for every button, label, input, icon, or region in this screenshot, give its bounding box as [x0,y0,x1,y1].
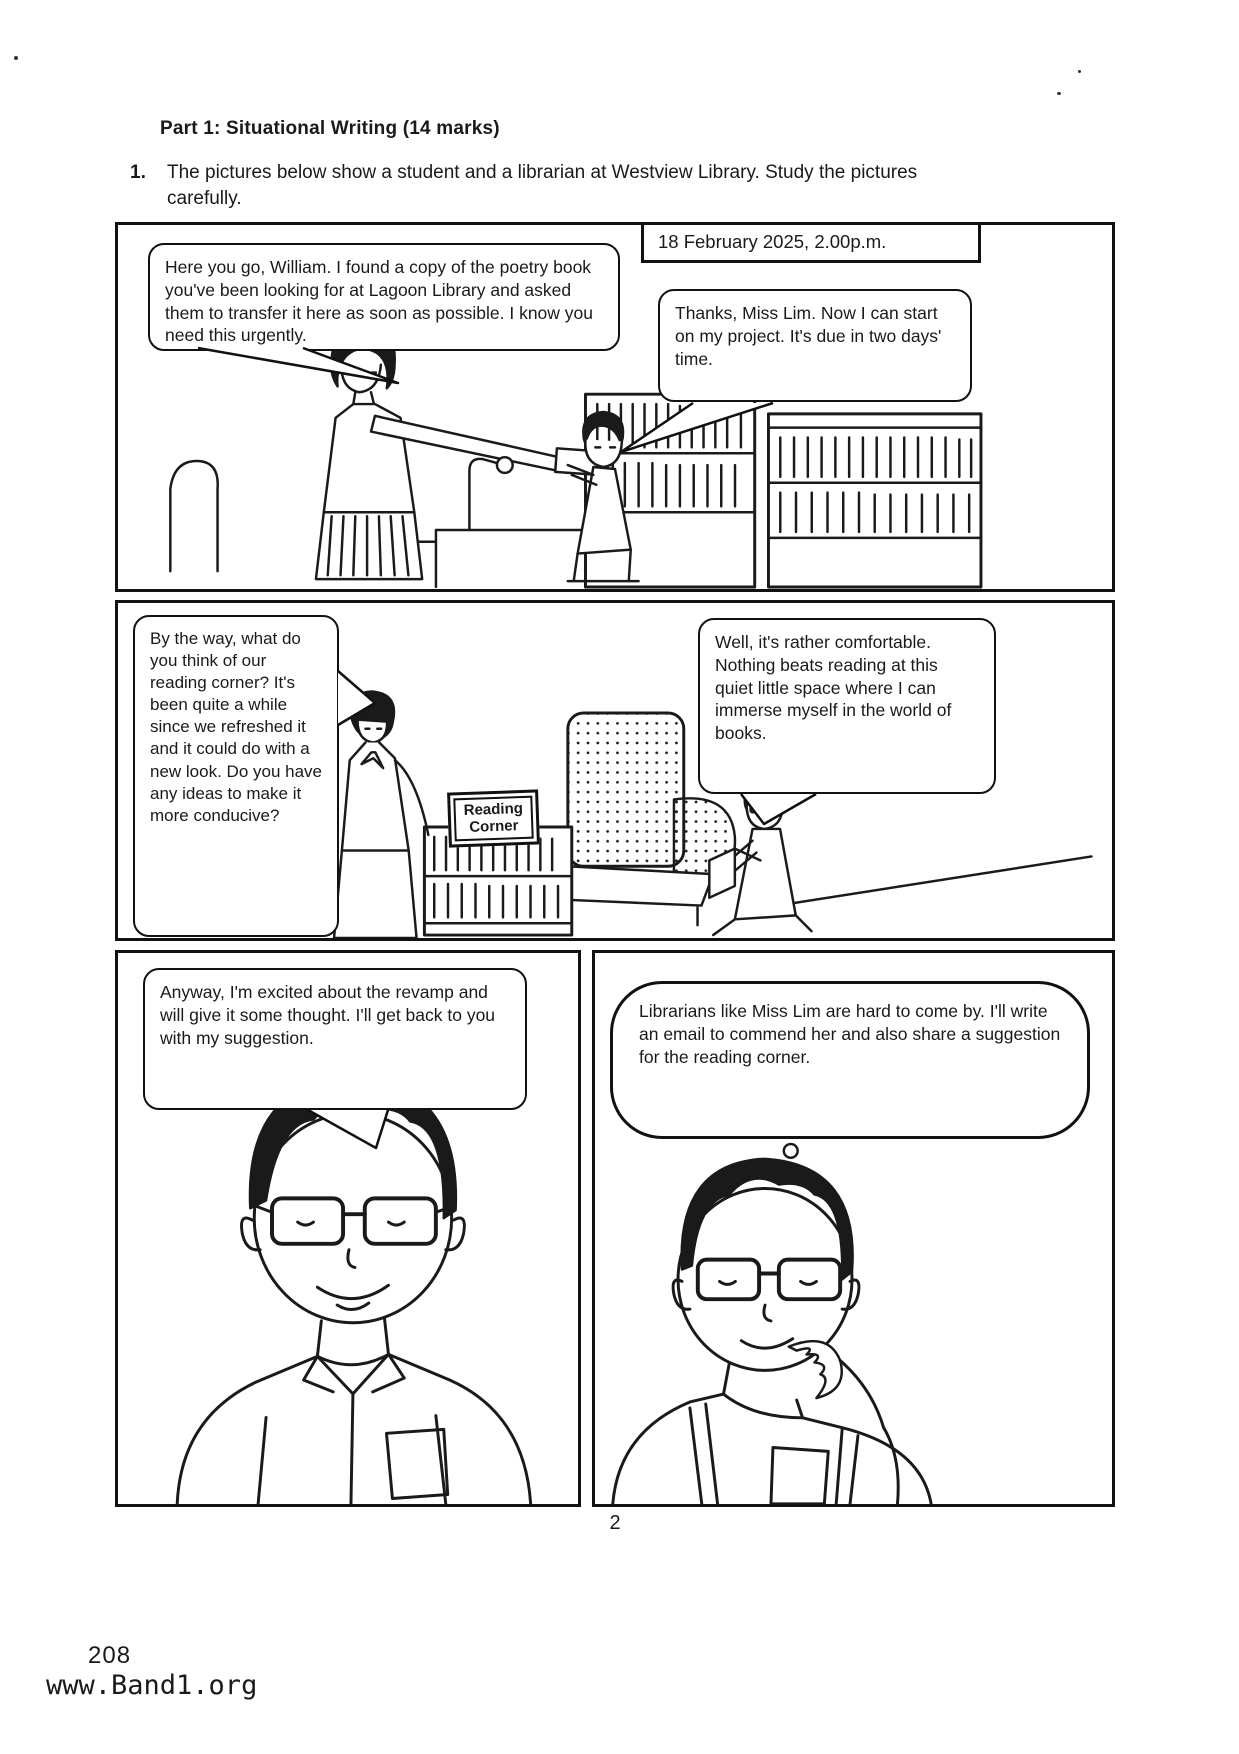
student-speech-bubble: Well, it's rather comfortable. Nothing beats reading at this quiet little space where I can immerse myself in the world of books. [698,618,996,794]
librarian-speech-bubble: Here you go, William. I found a copy of the poetry book you've been looking for at Lagoon Library and asked them to transfer it here as soon as possible. I know you need this urgently. [148,243,620,351]
student-speech-bubble: Anyway, I'm excited about the revamp and will give it some thought. I'll get back to you with my suggestion. [143,968,527,1110]
comic-panel-3 [115,950,581,1507]
desk-icon [418,457,585,587]
section-header: Part 1: Situational Writing (14 marks) [160,118,500,139]
scan-artifact [1078,70,1081,73]
hand-on-chin-icon [789,1341,842,1398]
scan-artifact [1057,92,1061,95]
comic-panel-4 [592,950,1115,1507]
question-1 [130,160,960,212]
librarian-speech-bubble: By the way, what do you think of our reading corner? It's been quite a while since we refreshed it and it could do with a new look. Do you have any ideas to make it more conducive? [133,615,339,937]
chair-icon [170,461,217,571]
footer-site: www.Band1.org [46,1670,258,1701]
librarian-figure [334,691,428,938]
student-figure [177,1078,530,1503]
comic-panel-1 [115,222,1115,592]
student-thought-cloud: Librarians like Miss Lim are hard to come by. I'll write an email to commend her and also share a suggestion for the reading corner. [610,981,1090,1139]
thought-trail-bubble [784,1144,798,1158]
question-number: 1. [130,162,146,183]
student-figure [709,776,811,935]
student-figure [613,1112,931,1503]
sign-line-1: Reading [463,799,524,820]
librarian-figure [316,325,614,579]
page-number: 2 [609,1512,621,1534]
student-speech-bubble: Thanks, Miss Lim. Now I can start on my project. It's due in two days' time. [658,289,972,402]
sign-line-2: Corner [469,817,519,837]
scan-artifact [14,56,18,60]
comic-panel-2 [115,600,1115,941]
reading-corner-sign [447,789,540,847]
datetime-box: 18 February 2025, 2.00p.m. [641,222,981,263]
question-text: The pictures below show a student and a librarian at Westview Library. Study the pictures carefully. [167,162,918,210]
footer-number: 208 [88,1642,132,1669]
